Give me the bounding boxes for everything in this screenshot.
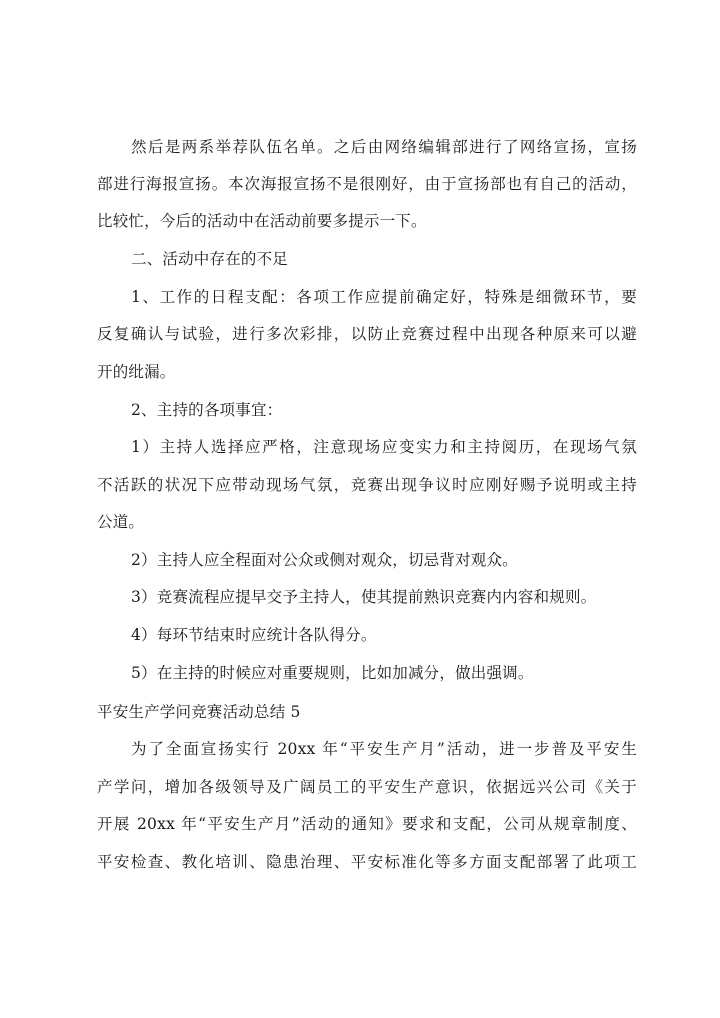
paragraph-line: 4）每环节结束时应统计各队得分。 — [131, 626, 377, 644]
paragraph-line: 部进行海报宣扬。本次海报宣扬不是很刚好，由于宣扬部也有自己的活动， — [97, 175, 637, 193]
paragraph-line: 反复确认与试验，进行多次彩排，以防止竞赛过程中出现各种原来可以避 — [97, 325, 637, 343]
paragraph-line: 1、工作的日程支配：各项工作应提前确定好，特殊是细微环节，要 — [131, 288, 637, 306]
document-title: 平安生产学问竞赛活动总结 5 — [97, 703, 301, 721]
paragraph-line: 为了全面宣扬实行 20xx 年“平安生产月”活动，进一步普及平安生 — [131, 740, 637, 758]
paragraph-line: 1）主持人选择应严格，注意现场应变实力和主持阅历，在现场气氛 — [131, 438, 637, 456]
paragraph-line: 5）在主持的时候应对重要规则，比如加减分，做出强调。 — [131, 664, 534, 682]
paragraph-line: 产学问，增加各级领导及广阔员工的平安生产意识，依据远兴公司《关于 — [97, 778, 637, 796]
paragraph-line: 开的纰漏。 — [97, 363, 176, 381]
section-heading: 二、活动中存在的不足 — [131, 250, 289, 268]
paragraph-line: 2）主持人应全程面对公众或侧对观众，切忌背对观众。 — [131, 551, 518, 569]
paragraph-line: 3）竞赛流程应提早交予主持人，使其提前熟识竞赛内内容和规则。 — [131, 588, 597, 606]
paragraph-line: 平安检查、教化培训、隐患治理、平安标准化等多方面支配部署了此项工 — [97, 853, 637, 871]
paragraph-line: 2、主持的各项事宜： — [131, 401, 283, 419]
paragraph-line: 然后是两系举荐队伍名单。之后由网络编辑部进行了网络宣扬，宣扬 — [131, 138, 637, 156]
paragraph-line: 公道。 — [97, 513, 145, 531]
paragraph-line: 比较忙，今后的活动中在活动前要多提示一下。 — [97, 212, 427, 230]
paragraph-line: 不活跃的状况下应带动现场气氛，竞赛出现争议时应刚好赐予说明或主持 — [97, 476, 637, 494]
paragraph-line: 开展 20xx 年“平安生产月”活动的通知》要求和支配，公司从规章制度、 — [97, 815, 637, 833]
